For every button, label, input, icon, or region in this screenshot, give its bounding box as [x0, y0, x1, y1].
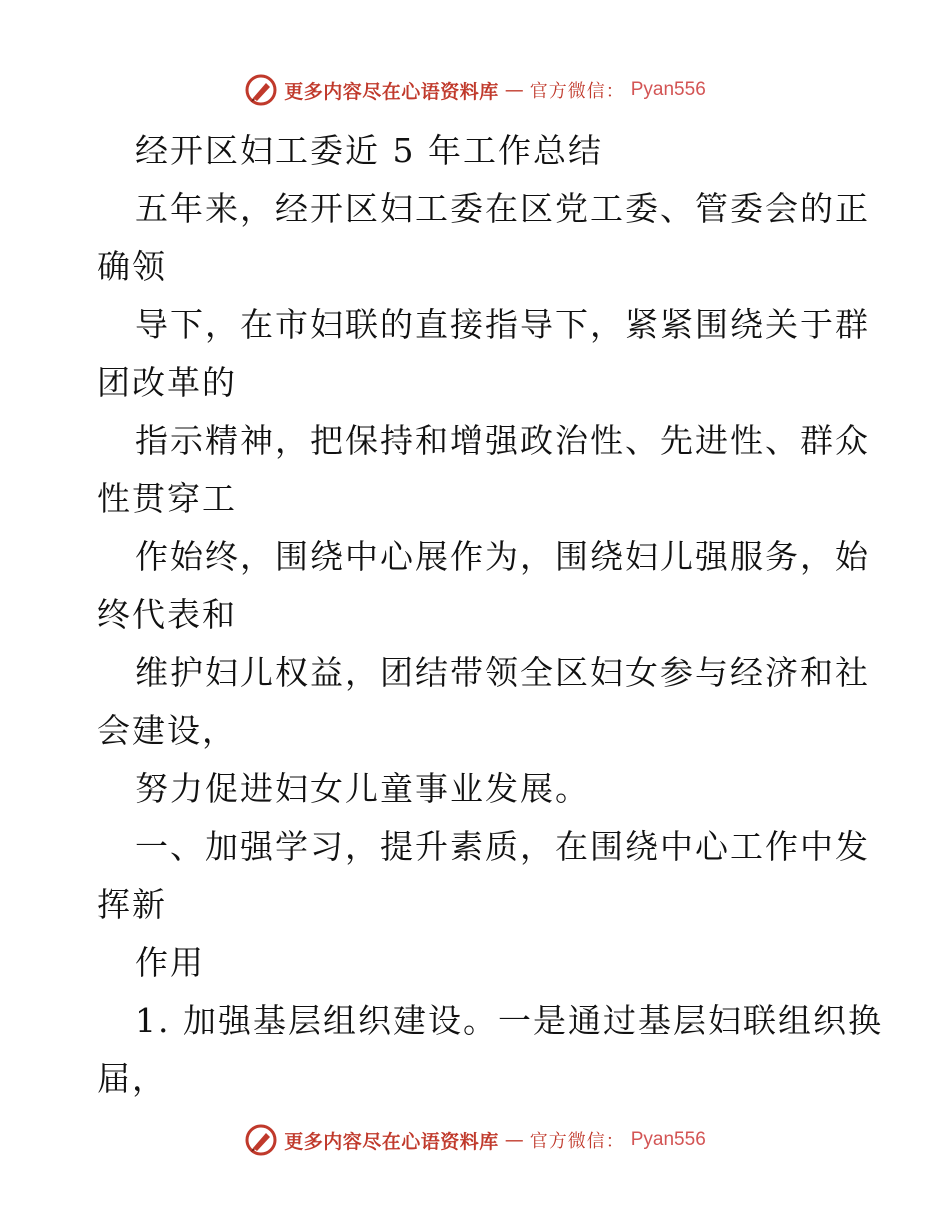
document-line: 五年来，经开区妇工委在区党工委、管委会的正 — [135, 189, 870, 228]
document-line: 经开区妇工委近 5 年工作总结 — [135, 131, 603, 170]
document-line: 指示精神，把保持和增强政治性、先进性、群众 — [135, 421, 870, 460]
pen-logo-icon — [244, 73, 278, 107]
document-line: 一、加强学习，提升素质，在围绕中心工作中发 — [135, 827, 870, 866]
document-line: 1. 加强基层组织建设。一是通过基层妇联组织换 — [135, 1001, 883, 1040]
document-line: 挥新 — [97, 885, 167, 924]
banner-text: 更多内容尽在心语资料库 — [284, 1130, 499, 1153]
official-label: 官方微信： — [529, 1131, 625, 1152]
footer-banner — [0, 1120, 950, 1160]
document-line: 维护妇儿权益，团结带领全区妇女参与经济和社 — [135, 653, 870, 692]
wechat-id: Pyan556 — [630, 1129, 706, 1150]
official-label: 官方微信： — [529, 81, 625, 102]
document-line: 终代表和 — [97, 595, 237, 634]
header-banner — [0, 70, 950, 110]
document-line: 性贯穿工 — [97, 479, 237, 518]
document-body — [97, 122, 883, 1108]
wechat-id: Pyan556 — [630, 79, 706, 100]
document-line: 会建设， — [97, 711, 237, 750]
banner-text: 更多内容尽在心语资料库 — [284, 80, 499, 103]
banner-dash: — — [504, 1129, 524, 1151]
banner-dash: — — [504, 79, 524, 101]
document-line: 届， — [97, 1059, 167, 1098]
document-line: 作用 — [135, 943, 205, 982]
pen-logo-icon — [244, 1123, 278, 1157]
document-line: 作始终，围绕中心展作为，围绕妇儿强服务，始 — [135, 537, 870, 576]
document-line: 确领 — [97, 247, 167, 286]
document-line: 努力促进妇女儿童事业发展。 — [135, 769, 590, 808]
document-line: 导下，在市妇联的直接指导下，紧紧围绕关于群 — [135, 305, 870, 344]
document-line: 团改革的 — [97, 363, 237, 402]
